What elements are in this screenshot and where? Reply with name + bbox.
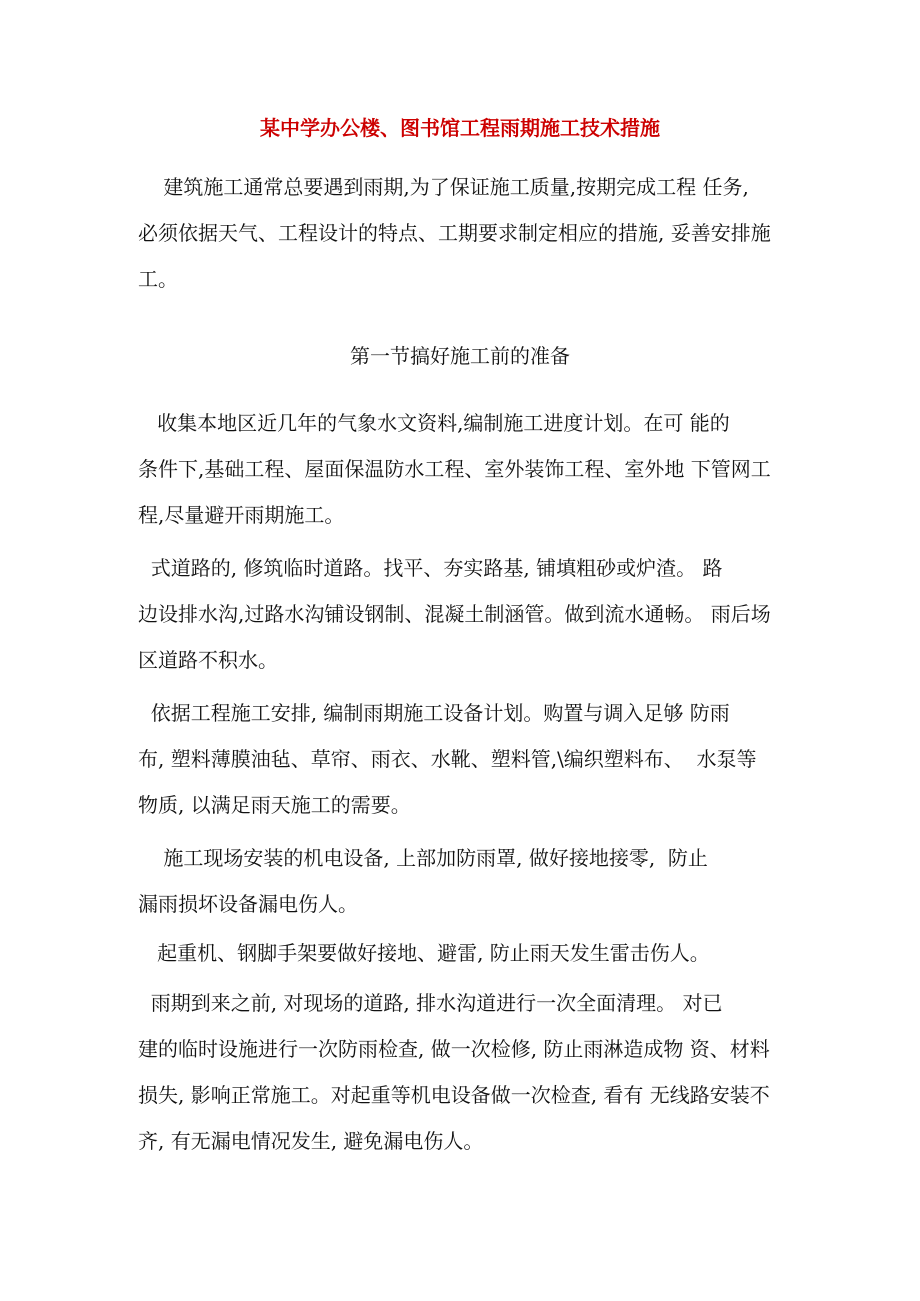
paragraph-lightning-protection: [138, 930, 788, 976]
paragraph-line: 收集本地区近几年的气象水文资料,编制施工进度计划。在可 能的: [138, 411, 730, 435]
document-title: 某中学办公楼、图书馆工程雨期施工技术措施: [260, 116, 660, 140]
paragraph-pre-rain-inspection: [138, 980, 788, 1164]
paragraph-line: 雨期到来之前, 对现场的道路, 排水沟道进行一次全面清理。 对已: [138, 991, 723, 1015]
section-heading: 第一节搞好施工前的准备: [350, 344, 570, 368]
paragraph-line: 布, 塑料薄膜油毡、草帘、雨衣、水靴、塑料管,\编织塑料布、 水泵等: [138, 747, 757, 771]
paragraph-line: 建筑施工通常总要遇到雨期,为了保证施工质量,按期完成工程 任务,: [138, 175, 749, 199]
paragraph-line: 齐, 有无漏电情况发生, 避免漏电伤人。: [138, 1129, 484, 1153]
paragraph-line: 条件下,基础工程、屋面保温防水工程、室外装饰工程、室外地 下管网工: [138, 457, 771, 481]
intro-paragraph: [138, 164, 788, 302]
paragraph-line: 边设排水沟,过路水沟铺设钢制、混凝土制涵管。做到流水通畅。 雨后场: [138, 602, 771, 626]
paragraph-electrical-equipment: [138, 835, 788, 927]
paragraph-line: 漏雨损坏设备漏电伤人。: [138, 892, 358, 916]
paragraph-line: 依据工程施工安排, 编制雨期施工设备计划。购置与调入足够 防雨: [138, 701, 730, 725]
paragraph-line: 工。: [138, 267, 178, 291]
paragraph-line: 损失, 影响正常施工。对起重等机电设备做一次检查, 看有 无线路安装不: [138, 1083, 770, 1107]
paragraph-line: 施工现场安装的机电设备, 上部加防雨罩, 做好接地接零, 防止: [138, 846, 708, 870]
paragraph-temporary-roads: [138, 545, 788, 683]
paragraph-line: 物质, 以满足雨天施工的需要。: [138, 793, 411, 817]
paragraph-line: 建的临时设施进行一次防雨检查, 做一次检修, 防止雨淋造成物 资、材料: [138, 1037, 770, 1061]
paragraph-line: 起重机、钢脚手架要做好接地、避雷, 防止雨天发生雷击伤人。: [138, 941, 710, 965]
paragraph-line: 必须依据天气、工程设计的特点、工期要求制定相应的措施, 妥善安排施: [138, 221, 771, 245]
paragraph-line: 程,尽量避开雨期施工。: [138, 503, 345, 527]
paragraph-weather-data: [138, 400, 788, 538]
paragraph-equipment-plan: [138, 690, 788, 828]
paragraph-line: 式道路的, 修筑临时道路。找平、夯实路基, 铺填粗砂或炉渣。 路: [138, 556, 723, 580]
paragraph-line: 区道路不积水。: [138, 648, 278, 672]
